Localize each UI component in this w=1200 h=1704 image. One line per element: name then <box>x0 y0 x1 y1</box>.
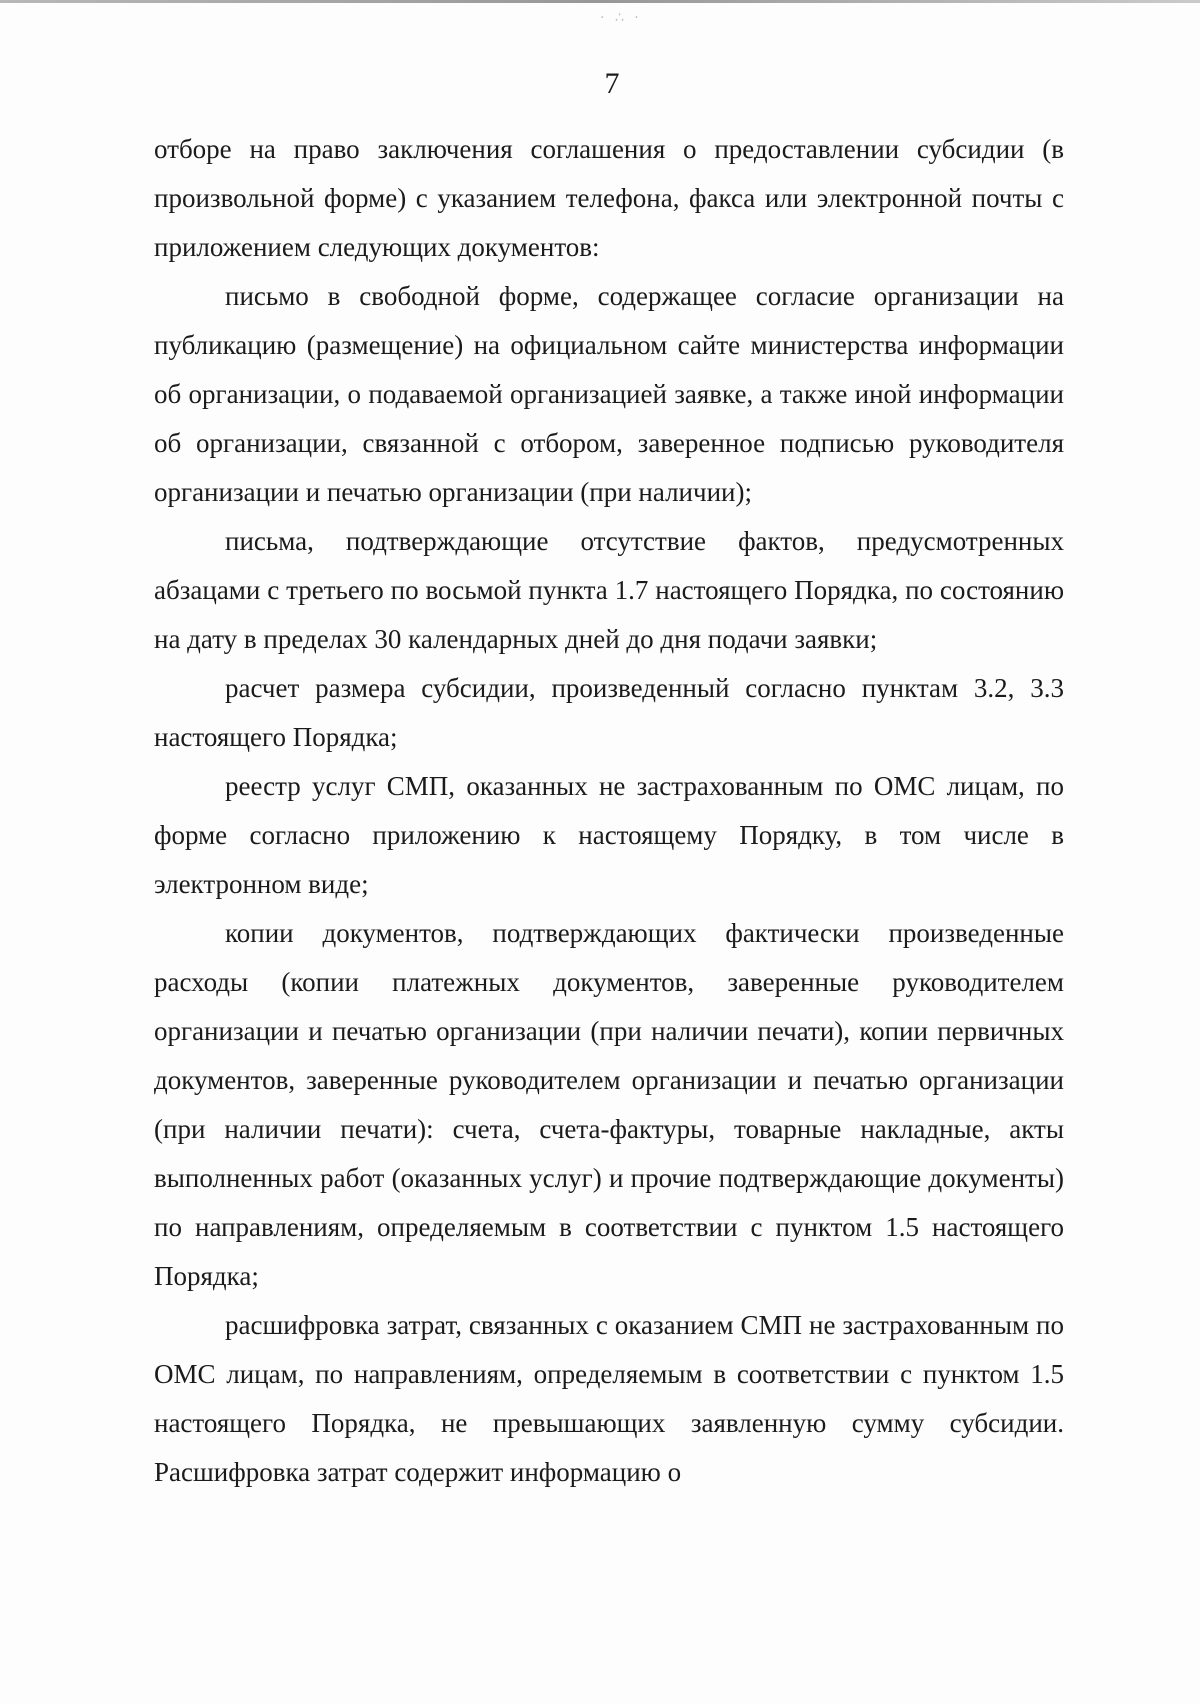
page-number: 7 <box>604 67 620 100</box>
scan-artifact: · ∴ · <box>600 10 642 26</box>
paragraph-cost-breakdown: расшифровка затрат, связанных с оказанием СМП не застрахованным по ОМС лицам, по направлениям, определяемым в соответствии с пунктом 1.5 настоящего Порядка, не превышающих заявленную сумму субсидии. Расшифровка затрат содержит информацию о <box>154 1310 1064 1487</box>
scan-edge <box>0 0 1200 3</box>
paragraph-continuation: отборе на право заключения соглашения о предоставлении субсидии (в произвольной форме) с указанием телефона, факса или электронной почты с приложением следующих документов: <box>154 134 1064 262</box>
paragraph-services-register: реестр услуг СМП, оказанных не застрахованным по ОМС лицам, по форме согласно приложению к настоящему Порядку, в том числе в электронном виде; <box>154 771 1064 899</box>
paragraph-absence-letters: письма, подтверждающие отсутствие фактов, предусмотренных абзацами с третьего по восьмой пункта 1.7 настоящего Порядка, по состоянию на дату в пределах 30 календарных дней до дня подачи заявки; <box>154 526 1064 654</box>
paragraph-expense-documents: копии документов, подтверждающих фактически произведенные расходы (копии платежных документов, заверенные руководителем организации и печатью организации (при наличии печати), копии первичных документов, заверенные руководителем организации и печатью организации (при наличии печати): счета, счета-фактуры, товарные накладные, акты выполненных работ (оказанных услуг) и прочие подтверждающие документы) по направлениям, определяемым в соответствии с пунктом 1.5 настоящего Порядка; <box>154 918 1064 1291</box>
paragraph-subsidy-calculation: расчет размера субсидии, произведенный согласно пунктам 3.2, 3.3 настоящего Порядка; <box>154 673 1064 752</box>
paragraph-publication-consent-letter: письмо в свободной форме, содержащее согласие организации на публикацию (размещение) на официальном сайте министерства информации об организации, о подаваемой организацией заявке, а также иной информации об организации, связанной с отбором, заверенное подписью руководителя организации и печатью организации (при наличии); <box>154 281 1064 507</box>
document-body <box>154 125 1064 1497</box>
